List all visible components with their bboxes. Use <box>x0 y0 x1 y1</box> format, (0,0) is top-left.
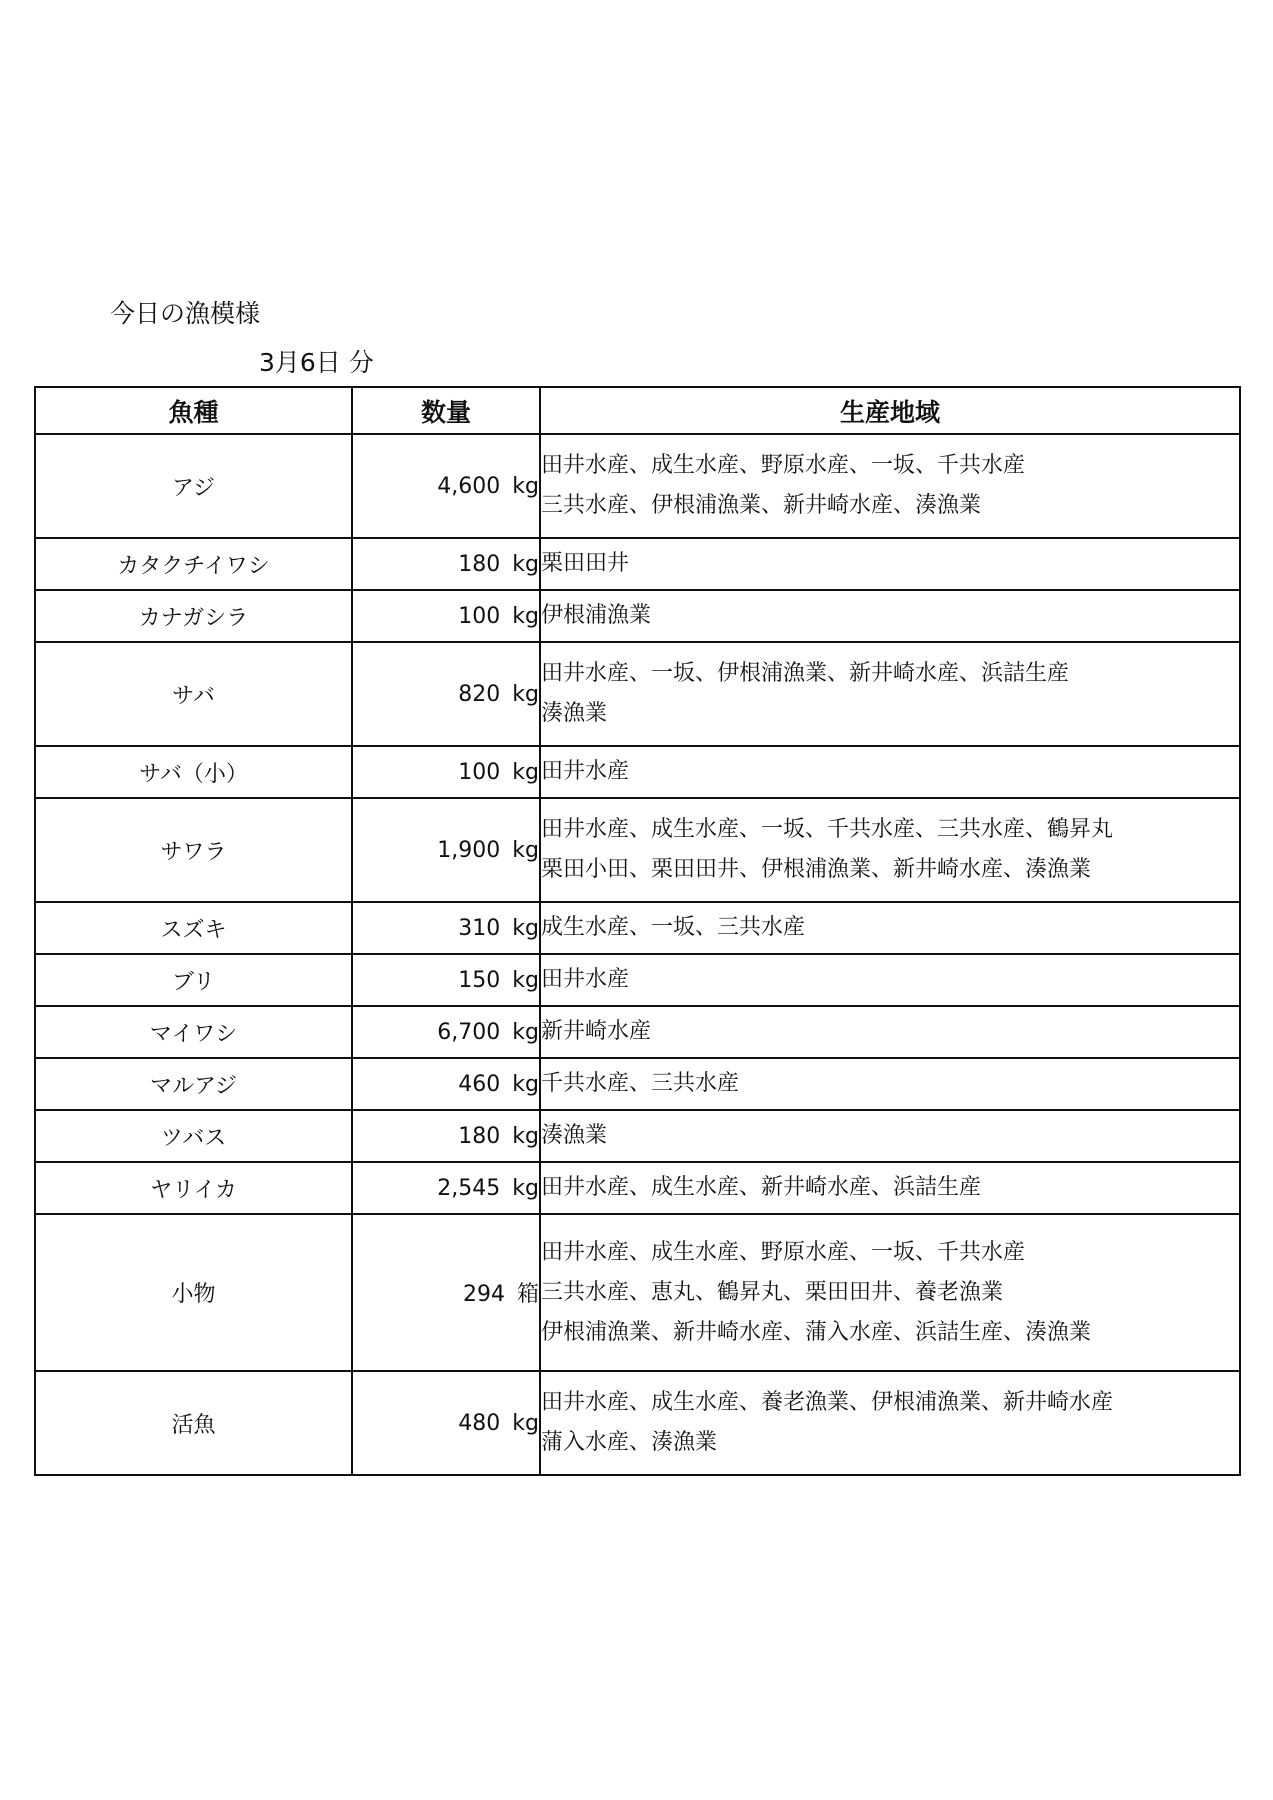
fish-name: マイワシ <box>35 1006 352 1058</box>
region-line: 湊漁業 <box>541 701 608 726</box>
table-row <box>35 902 1240 954</box>
quantity-cell <box>352 590 540 642</box>
table-row <box>35 1162 1240 1214</box>
region-cell <box>540 1214 1240 1371</box>
quantity-cell <box>352 746 540 798</box>
quantity-amount: 310 <box>458 915 501 941</box>
region-cell <box>540 642 1240 746</box>
quantity-unit: kg <box>512 1175 539 1201</box>
quantity-unit: kg <box>512 1123 539 1149</box>
quantity-amount: 4,600 <box>437 473 501 499</box>
fish-name: 活魚 <box>35 1371 352 1475</box>
quantity-amount: 294 <box>462 1282 505 1307</box>
fish-name: サバ <box>35 642 352 746</box>
region-cell <box>540 1006 1240 1058</box>
quantity-amount: 100 <box>458 603 501 629</box>
fish-name: マルアジ <box>35 1058 352 1110</box>
quantity-amount: 150 <box>458 967 501 993</box>
region-line: 栗田田井 <box>541 551 630 576</box>
region-line: 三共水産、恵丸、鶴昇丸、栗田田井、養老漁業 <box>541 1279 1004 1305</box>
quantity-cell <box>352 1058 540 1110</box>
table-row <box>35 1006 1240 1058</box>
region-cell <box>540 590 1240 642</box>
region-cell <box>540 1371 1240 1475</box>
region-line: 田井水産、一坂、伊根浦漁業、新井崎水産、浜詰生産 <box>541 661 1070 686</box>
quantity-unit: kg <box>512 967 539 993</box>
quantity-cell <box>352 1214 540 1371</box>
region-cell <box>540 1162 1240 1214</box>
fish-name: スズキ <box>35 902 352 954</box>
quantity-unit: kg <box>512 837 539 863</box>
region-cell <box>540 1058 1240 1110</box>
quantity-unit: kg <box>512 551 539 577</box>
fish-name: ツバス <box>35 1110 352 1162</box>
header-region: 生産地域 <box>540 387 1240 434</box>
table-row <box>35 642 1240 746</box>
quantity-unit: kg <box>512 473 539 499</box>
fish-name: アジ <box>35 434 352 538</box>
region-line: 田井水産、成生水産、野原水産、一坂、千共水産 <box>541 1239 1026 1265</box>
quantity-unit: kg <box>512 1019 539 1045</box>
region-line: 蒲入水産、湊漁業 <box>541 1430 718 1455</box>
quantity-cell <box>352 1110 540 1162</box>
quantity-cell <box>352 798 540 902</box>
region-line: 田井水産、成生水産、一坂、千共水産、三共水産、鶴昇丸 <box>541 817 1114 842</box>
quantity-unit: kg <box>512 915 539 941</box>
report-date: 3月6日 分 <box>259 348 374 377</box>
quantity-unit: 箱 <box>516 1282 539 1307</box>
table-row <box>35 1058 1240 1110</box>
header-quantity: 数量 <box>352 387 540 434</box>
quantity-amount: 820 <box>458 681 501 707</box>
fish-name: サバ（小） <box>35 746 352 798</box>
fish-name: ヤリイカ <box>35 1162 352 1214</box>
region-cell <box>540 798 1240 902</box>
header-fish: 魚種 <box>35 387 352 434</box>
region-cell <box>540 434 1240 538</box>
region-cell <box>540 902 1240 954</box>
quantity-amount: 480 <box>458 1410 501 1436</box>
quantity-unit: kg <box>512 1410 539 1436</box>
region-line: 三共水産、伊根浦漁業、新井崎水産、湊漁業 <box>541 493 982 518</box>
quantity-cell <box>352 1006 540 1058</box>
quantity-unit: kg <box>512 681 539 707</box>
region-cell <box>540 746 1240 798</box>
quantity-amount: 460 <box>458 1071 501 1097</box>
table-header-row <box>35 387 1240 434</box>
quantity-amount: 180 <box>458 551 501 577</box>
quantity-unit: kg <box>512 759 539 785</box>
page-title: 今日の漁模様 <box>110 299 261 328</box>
table-row <box>35 1110 1240 1162</box>
table-row <box>35 1371 1240 1475</box>
quantity-amount: 6,700 <box>437 1019 501 1045</box>
quantity-cell <box>352 954 540 1006</box>
table-row <box>35 954 1240 1006</box>
fish-name: サワラ <box>35 798 352 902</box>
catch-table <box>34 386 1241 1476</box>
table-row <box>35 746 1240 798</box>
region-cell <box>540 1110 1240 1162</box>
region-line: 栗田小田、栗田田井、伊根浦漁業、新井崎水産、湊漁業 <box>541 857 1092 882</box>
quantity-cell <box>352 538 540 590</box>
region-cell <box>540 954 1240 1006</box>
region-line: 湊漁業 <box>541 1123 608 1148</box>
quantity-cell <box>352 902 540 954</box>
table-row <box>35 590 1240 642</box>
region-line: 田井水産、成生水産、野原水産、一坂、千共水産 <box>541 453 1026 478</box>
quantity-amount: 2,545 <box>437 1175 501 1201</box>
region-line: 千共水産、三共水産 <box>541 1071 740 1096</box>
region-cell <box>540 538 1240 590</box>
table-row <box>35 1214 1240 1371</box>
region-line: 伊根浦漁業 <box>541 603 652 628</box>
quantity-cell <box>352 434 540 538</box>
fish-name: 小物 <box>35 1214 352 1371</box>
quantity-unit: kg <box>512 603 539 629</box>
region-line: 伊根浦漁業、新井崎水産、蒲入水産、浜詰生産、湊漁業 <box>541 1319 1092 1345</box>
region-line: 田井水産、成生水産、新井崎水産、浜詰生産 <box>541 1175 982 1200</box>
quantity-amount: 100 <box>458 759 501 785</box>
region-line: 田井水産、成生水産、養老漁業、伊根浦漁業、新井崎水産 <box>541 1390 1114 1415</box>
region-line: 成生水産、一坂、三共水産 <box>541 915 806 940</box>
region-line: 田井水産 <box>541 759 630 784</box>
quantity-cell <box>352 642 540 746</box>
region-line: 田井水産 <box>541 967 630 992</box>
table-row <box>35 538 1240 590</box>
quantity-amount: 1,900 <box>437 837 501 863</box>
quantity-unit: kg <box>512 1071 539 1097</box>
table-row <box>35 434 1240 538</box>
fish-name: カタクチイワシ <box>35 538 352 590</box>
quantity-amount: 180 <box>458 1123 501 1149</box>
quantity-cell <box>352 1371 540 1475</box>
fish-name: カナガシラ <box>35 590 352 642</box>
quantity-cell <box>352 1162 540 1214</box>
fish-name: ブリ <box>35 954 352 1006</box>
region-line: 新井崎水産 <box>541 1019 652 1044</box>
table-row <box>35 798 1240 902</box>
